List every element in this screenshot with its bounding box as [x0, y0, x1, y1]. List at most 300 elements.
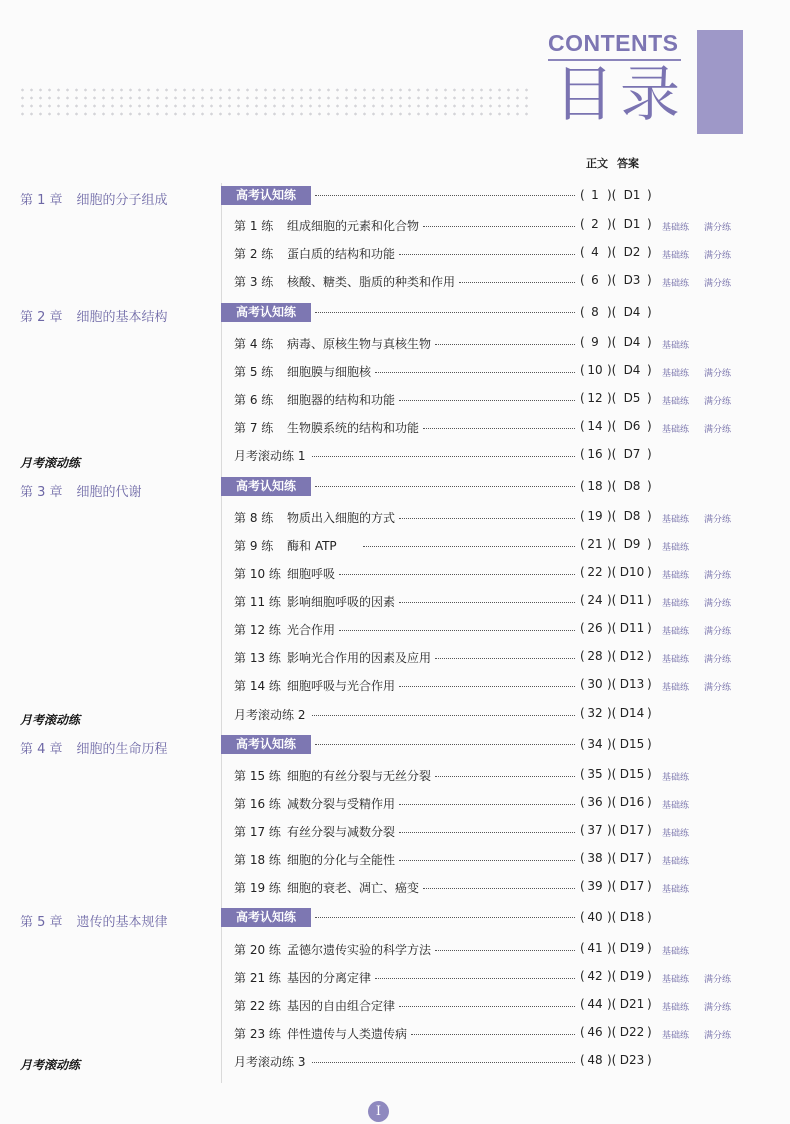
chapter-heading[interactable] — [20, 189, 168, 208]
page-number-ref: 42 — [587, 969, 603, 983]
answer-ref: D4 — [623, 305, 641, 319]
dot-leader — [435, 344, 575, 345]
dot-leader — [363, 546, 575, 547]
recognition-practice-label[interactable]: 高考认知练 — [221, 477, 311, 496]
dot-leader — [459, 282, 575, 283]
entry-number: 第 5 练 — [234, 365, 274, 379]
dot-leader — [399, 518, 575, 519]
basic-practice-tag[interactable]: 基础练 — [662, 1031, 690, 1041]
entry-number: 第 15 练 — [234, 769, 281, 783]
full-score-practice-tag[interactable]: 满分练 — [704, 1003, 732, 1013]
paren-open: ( — [580, 245, 585, 259]
entry-title: 酶和 ATP — [287, 539, 337, 553]
paren-mid: )( — [607, 879, 617, 893]
paren-mid: )( — [607, 217, 617, 231]
entry-title: 细胞的衰老、凋亡、癌变 — [287, 881, 420, 895]
toc-entry[interactable] — [234, 766, 734, 784]
toc-entry[interactable] — [234, 272, 734, 290]
chapter-heading[interactable] — [20, 911, 168, 930]
toc-entry[interactable] — [234, 390, 734, 408]
monthly-review-label: 月考滚动练 — [20, 713, 81, 727]
paren-open: ( — [580, 706, 585, 720]
full-score-practice-tag[interactable]: 满分练 — [704, 683, 732, 693]
dot-leader — [315, 744, 575, 745]
col-main-label: 正文 — [586, 157, 608, 170]
dot-leader — [315, 195, 575, 196]
paren-mid: )( — [607, 593, 617, 607]
toc-entry[interactable] — [234, 794, 734, 812]
toc-entry[interactable] — [234, 940, 734, 958]
dot-leader — [399, 400, 575, 401]
entry-number: 月考滚动练 1 — [234, 449, 306, 463]
entry-title: 细胞膜与细胞核 — [287, 365, 372, 379]
paren-mid: )( — [607, 363, 617, 377]
toc-entry[interactable] — [234, 996, 734, 1014]
entry-number: 第 9 练 — [234, 539, 274, 553]
full-score-practice-tag[interactable]: 满分练 — [704, 599, 732, 609]
paren-open: ( — [580, 941, 585, 955]
basic-practice-tag[interactable]: 基础练 — [662, 975, 690, 985]
paren-open: ( — [580, 565, 585, 579]
dot-leader — [339, 574, 575, 575]
toc-entry[interactable] — [234, 592, 734, 610]
monthly-review-label: 月考滚动练 — [20, 1058, 81, 1072]
paren-mid: )( — [607, 737, 617, 751]
toc-entry[interactable] — [234, 620, 734, 638]
page-answer-ref — [580, 188, 662, 206]
basic-practice-tag[interactable]: 基础练 — [662, 885, 690, 895]
toc-entry[interactable] — [234, 1024, 734, 1042]
paren-mid: )( — [607, 565, 617, 579]
answer-ref: D18 — [619, 910, 645, 924]
answer-ref: D9 — [623, 537, 641, 551]
page-answer-ref — [580, 910, 662, 928]
page-number-ref: 40 — [587, 910, 603, 924]
dot-pattern-decoration — [18, 86, 530, 118]
basic-practice-tag[interactable]: 基础练 — [662, 1003, 690, 1013]
paren-close: ) — [647, 879, 652, 893]
dot-leader — [375, 372, 575, 373]
entry-number: 月考滚动练 3 — [234, 1055, 306, 1069]
paren-open: ( — [580, 1025, 585, 1039]
paren-open: ( — [580, 767, 585, 781]
entry-number: 第 11 练 — [234, 595, 281, 609]
chapter-heading[interactable] — [20, 738, 168, 757]
entry-number: 第 20 练 — [234, 943, 281, 957]
paren-open: ( — [580, 217, 585, 231]
paren-close: ) — [647, 997, 652, 1011]
paren-close: ) — [647, 677, 652, 691]
answer-ref: D11 — [619, 621, 645, 635]
paren-open: ( — [580, 737, 585, 751]
answer-ref: D23 — [619, 1053, 645, 1067]
paren-close: ) — [647, 273, 652, 287]
paren-mid: )( — [607, 649, 617, 663]
paren-mid: )( — [607, 188, 617, 202]
toc-entry[interactable] — [234, 244, 734, 262]
toc-entry[interactable] — [234, 334, 734, 352]
page-number-ref: 4 — [591, 245, 599, 259]
entry-number: 第 1 练 — [234, 219, 274, 233]
answer-ref: D8 — [623, 479, 641, 493]
entry-number: 第 3 练 — [234, 275, 274, 289]
page-number-ref: 36 — [587, 795, 603, 809]
entry-title: 有丝分裂与减数分裂 — [287, 825, 396, 839]
paren-close: ) — [647, 419, 652, 433]
page-number-ref: 46 — [587, 1025, 603, 1039]
paren-mid: )( — [607, 245, 617, 259]
paren-open: ( — [580, 997, 585, 1011]
basic-practice-tag[interactable]: 基础练 — [662, 829, 690, 839]
paren-close: ) — [647, 941, 652, 955]
page-number-ref: 41 — [587, 941, 603, 955]
toc-entry[interactable] — [234, 446, 734, 464]
toc-entry[interactable] — [234, 418, 734, 436]
entry-number: 第 16 练 — [234, 797, 281, 811]
dot-leader — [399, 804, 575, 805]
paren-close: ) — [647, 391, 652, 405]
answer-ref: D4 — [623, 335, 641, 349]
paren-mid: )( — [607, 479, 617, 493]
paren-open: ( — [580, 677, 585, 691]
paren-mid: )( — [607, 419, 617, 433]
chapter-number: 第 4 章 — [20, 742, 63, 757]
monthly-review-label: 月考滚动练 — [20, 456, 81, 470]
entry-number: 第 2 练 — [234, 247, 274, 261]
toc-entry[interactable] — [234, 968, 734, 986]
paren-mid: )( — [607, 1025, 617, 1039]
paren-close: ) — [647, 537, 652, 551]
paren-mid: )( — [607, 677, 617, 691]
dot-leader — [312, 456, 575, 457]
dot-leader — [435, 776, 575, 777]
answer-ref: D4 — [623, 363, 641, 377]
answer-ref: D10 — [619, 565, 645, 579]
paren-open: ( — [580, 188, 585, 202]
page-number-ref: 1 — [591, 188, 599, 202]
page-number-ref: 30 — [587, 677, 603, 691]
entry-number: 第 4 练 — [234, 337, 274, 351]
full-score-practice-tag[interactable]: 满分练 — [704, 1031, 732, 1041]
page-number-ref: 32 — [587, 706, 603, 720]
paren-open: ( — [580, 305, 585, 319]
paren-open: ( — [580, 593, 585, 607]
toc-entry[interactable] — [234, 878, 734, 896]
dot-leader — [399, 602, 575, 603]
basic-practice-tag[interactable]: 基础练 — [662, 683, 690, 693]
paren-close: ) — [647, 217, 652, 231]
answer-ref: D7 — [623, 447, 641, 461]
answer-ref: D22 — [619, 1025, 645, 1039]
chapter-number: 第 1 章 — [20, 193, 63, 208]
paren-open: ( — [580, 335, 585, 349]
basic-practice-tag[interactable]: 基础练 — [662, 655, 690, 665]
paren-mid: )( — [607, 851, 617, 865]
entry-title: 基因的分离定律 — [287, 971, 372, 985]
page-number-ref: 48 — [587, 1053, 603, 1067]
page-number-ref: 28 — [587, 649, 603, 663]
entry-number: 第 22 练 — [234, 999, 281, 1013]
paren-mid: )( — [607, 706, 617, 720]
paren-close: ) — [647, 245, 652, 259]
page-title: 目录 — [554, 60, 686, 130]
basic-practice-tag[interactable]: 基础练 — [662, 397, 690, 407]
paren-open: ( — [580, 447, 585, 461]
paren-mid: )( — [607, 391, 617, 405]
dot-leader — [399, 832, 575, 833]
full-score-practice-tag[interactable]: 满分练 — [704, 251, 732, 261]
dot-leader — [375, 978, 575, 979]
entry-title: 减数分裂与受精作用 — [287, 797, 396, 811]
recognition-practice-label[interactable]: 高考认知练 — [221, 186, 311, 205]
entry-title: 核酸、糖类、脂质的种类和作用 — [287, 275, 456, 289]
answer-ref: D19 — [619, 941, 645, 955]
entry-number: 第 21 练 — [234, 971, 281, 985]
full-score-practice-tag[interactable]: 满分练 — [704, 425, 732, 435]
paren-close: ) — [647, 305, 652, 319]
paren-close: ) — [647, 767, 652, 781]
basic-practice-tag[interactable]: 基础练 — [662, 543, 690, 553]
answer-ref: D11 — [619, 593, 645, 607]
entry-number: 第 10 练 — [234, 567, 281, 581]
basic-practice-tag[interactable]: 基础练 — [662, 279, 690, 289]
entry-number: 第 14 练 — [234, 679, 281, 693]
toc-entry[interactable] — [234, 648, 734, 666]
entry-title: 细胞的有丝分裂与无丝分裂 — [287, 769, 432, 783]
paren-mid: )( — [607, 997, 617, 1011]
answer-ref: D13 — [619, 677, 645, 691]
paren-mid: )( — [607, 621, 617, 635]
page-answer-ref — [580, 305, 662, 323]
full-score-practice-tag[interactable]: 满分练 — [704, 369, 732, 379]
page-number-ref: 10 — [587, 363, 603, 377]
full-score-practice-tag[interactable]: 满分练 — [704, 279, 732, 289]
paren-close: ) — [647, 621, 652, 635]
toc-entry[interactable] — [234, 564, 734, 582]
dot-leader — [315, 486, 575, 487]
basic-practice-tag[interactable]: 基础练 — [662, 773, 690, 783]
paren-close: ) — [647, 565, 652, 579]
entry-title: 细胞器的结构和功能 — [287, 393, 396, 407]
entry-number: 第 8 练 — [234, 511, 274, 525]
entry-title: 细胞的分化与全能性 — [287, 853, 396, 867]
dot-leader — [411, 1034, 575, 1035]
entry-title: 生物膜系统的结构和功能 — [287, 421, 420, 435]
paren-open: ( — [580, 969, 585, 983]
entry-number: 第 18 练 — [234, 853, 281, 867]
entry-number: 第 23 练 — [234, 1027, 281, 1041]
page-number-ref: 26 — [587, 621, 603, 635]
chapter-number: 第 2 章 — [20, 310, 63, 325]
full-score-practice-tag[interactable]: 满分练 — [704, 571, 732, 581]
page-number-ref: 35 — [587, 767, 603, 781]
full-score-practice-tag[interactable]: 满分练 — [704, 627, 732, 637]
answer-ref: D3 — [623, 273, 641, 287]
paren-open: ( — [580, 879, 585, 893]
dot-leader — [423, 428, 575, 429]
paren-close: ) — [647, 593, 652, 607]
chapter-title: 细胞的代谢 — [76, 485, 142, 500]
basic-practice-tag[interactable]: 基础练 — [662, 599, 690, 609]
basic-practice-tag[interactable]: 基础练 — [662, 947, 690, 957]
dot-leader — [315, 312, 575, 313]
paren-open: ( — [580, 419, 585, 433]
page-number-ref: 38 — [587, 851, 603, 865]
toc-entry[interactable] — [234, 822, 734, 840]
basic-practice-tag[interactable]: 基础练 — [662, 515, 690, 525]
dot-leader — [312, 1062, 575, 1063]
paren-close: ) — [647, 1053, 652, 1067]
paren-mid: )( — [607, 823, 617, 837]
recognition-practice-label[interactable]: 高考认知练 — [221, 908, 311, 927]
answer-ref: D17 — [619, 851, 645, 865]
dot-leader — [435, 658, 575, 659]
paren-close: ) — [647, 649, 652, 663]
dot-leader — [399, 254, 575, 255]
col-answer-label: 答案 — [617, 157, 639, 170]
paren-close: ) — [647, 910, 652, 924]
entry-number: 月考滚动练 2 — [234, 708, 306, 722]
full-score-practice-tag[interactable]: 满分练 — [704, 397, 732, 407]
full-score-practice-tag[interactable]: 满分练 — [704, 223, 732, 233]
entry-title: 影响光合作用的因素及应用 — [287, 651, 432, 665]
dot-leader — [399, 860, 575, 861]
answer-ref: D15 — [619, 767, 645, 781]
basic-practice-tag[interactable]: 基础练 — [662, 425, 690, 435]
page-number-ref: 16 — [587, 447, 603, 461]
entry-number: 第 13 练 — [234, 651, 281, 665]
paren-close: ) — [647, 335, 652, 349]
page-number-ref: 21 — [587, 537, 603, 551]
entry-title: 细胞呼吸 — [287, 567, 336, 581]
page-number-ref: 12 — [587, 391, 603, 405]
recognition-practice-label[interactable]: 高考认知练 — [221, 303, 311, 322]
dot-leader — [399, 1006, 575, 1007]
paren-mid: )( — [607, 273, 617, 287]
entry-title: 基因的自由组合定律 — [287, 999, 396, 1013]
page-answer-ref — [580, 479, 662, 497]
answer-ref: D14 — [619, 706, 645, 720]
paren-mid: )( — [607, 447, 617, 461]
full-score-practice-tag[interactable]: 满分练 — [704, 515, 732, 525]
page-answer-ref — [580, 737, 662, 755]
chapter-title: 细胞的生命历程 — [76, 742, 168, 757]
paren-mid: )( — [607, 335, 617, 349]
basic-practice-tag[interactable]: 基础练 — [662, 571, 690, 581]
paren-open: ( — [580, 649, 585, 663]
page-number-ref: 18 — [587, 479, 603, 493]
paren-open: ( — [580, 509, 585, 523]
chapter-heading[interactable] — [20, 306, 168, 325]
entry-number: 第 7 练 — [234, 421, 274, 435]
paren-open: ( — [580, 1053, 585, 1067]
paren-close: ) — [647, 706, 652, 720]
basic-practice-tag[interactable]: 基础练 — [662, 857, 690, 867]
entry-title: 孟德尔遗传实验的科学方法 — [287, 943, 432, 957]
basic-practice-tag[interactable]: 基础练 — [662, 223, 690, 233]
entry-title: 伴性遗传与人类遗传病 — [287, 1027, 408, 1041]
dot-leader — [315, 917, 575, 918]
basic-practice-tag[interactable]: 基础练 — [662, 251, 690, 261]
entry-title: 光合作用 — [287, 623, 336, 637]
answer-ref: D16 — [619, 795, 645, 809]
entry-number: 第 12 练 — [234, 623, 281, 637]
dot-leader — [423, 226, 575, 227]
paren-open: ( — [580, 621, 585, 635]
toc-entry[interactable] — [234, 216, 734, 234]
dot-leader — [423, 888, 575, 889]
page-number-ref: 9 — [591, 335, 599, 349]
toc-entry[interactable] — [234, 705, 734, 723]
paren-close: ) — [647, 509, 652, 523]
paren-open: ( — [580, 479, 585, 493]
paren-close: ) — [647, 795, 652, 809]
full-score-practice-tag[interactable]: 满分练 — [704, 655, 732, 665]
toc-entry[interactable] — [234, 1052, 734, 1070]
answer-ref: D21 — [619, 997, 645, 1011]
toc-entry[interactable] — [234, 536, 734, 554]
page-number-ref: 22 — [587, 565, 603, 579]
page-number: I — [368, 1101, 389, 1122]
toc-entry[interactable] — [234, 676, 734, 694]
paren-close: ) — [647, 363, 652, 377]
toc-entry[interactable] — [234, 362, 734, 380]
page-number-ref: 39 — [587, 879, 603, 893]
paren-open: ( — [580, 795, 585, 809]
chapter-number: 第 5 章 — [20, 915, 63, 930]
paren-open: ( — [580, 537, 585, 551]
paren-open: ( — [580, 391, 585, 405]
entry-title: 病毒、原核生物与真核生物 — [287, 337, 432, 351]
basic-practice-tag[interactable]: 基础练 — [662, 801, 690, 811]
chapter-title: 遗传的基本规律 — [76, 915, 168, 930]
paren-close: ) — [647, 1025, 652, 1039]
toc-entry[interactable] — [234, 850, 734, 868]
recognition-practice-label[interactable]: 高考认知练 — [221, 735, 311, 754]
answer-ref: D5 — [623, 391, 641, 405]
answer-ref: D15 — [619, 737, 645, 751]
answer-ref: D6 — [623, 419, 641, 433]
page-number-ref: 6 — [591, 273, 599, 287]
basic-practice-tag[interactable]: 基础练 — [662, 341, 690, 351]
paren-close: ) — [647, 479, 652, 493]
toc-entry[interactable] — [234, 508, 734, 526]
page-number-ref: 8 — [591, 305, 599, 319]
dot-leader — [312, 715, 575, 716]
basic-practice-tag[interactable]: 基础练 — [662, 627, 690, 637]
paren-open: ( — [580, 910, 585, 924]
paren-open: ( — [580, 851, 585, 865]
answer-ref: D19 — [619, 969, 645, 983]
paren-mid: )( — [607, 795, 617, 809]
full-score-practice-tag[interactable]: 满分练 — [704, 975, 732, 985]
basic-practice-tag[interactable]: 基础练 — [662, 369, 690, 379]
paren-mid: )( — [607, 969, 617, 983]
chapter-heading[interactable] — [20, 481, 142, 500]
dot-leader — [399, 686, 575, 687]
page-number-ref: 34 — [587, 737, 603, 751]
page-number-ref: 37 — [587, 823, 603, 837]
paren-open: ( — [580, 363, 585, 377]
chapter-title: 细胞的基本结构 — [76, 310, 168, 325]
entry-number: 第 6 练 — [234, 393, 274, 407]
dot-leader — [435, 950, 575, 951]
answer-ref: D17 — [619, 879, 645, 893]
answer-ref: D12 — [619, 649, 645, 663]
page-number-ref: 24 — [587, 593, 603, 607]
page-number-ref: 44 — [587, 997, 603, 1011]
paren-mid: )( — [607, 767, 617, 781]
